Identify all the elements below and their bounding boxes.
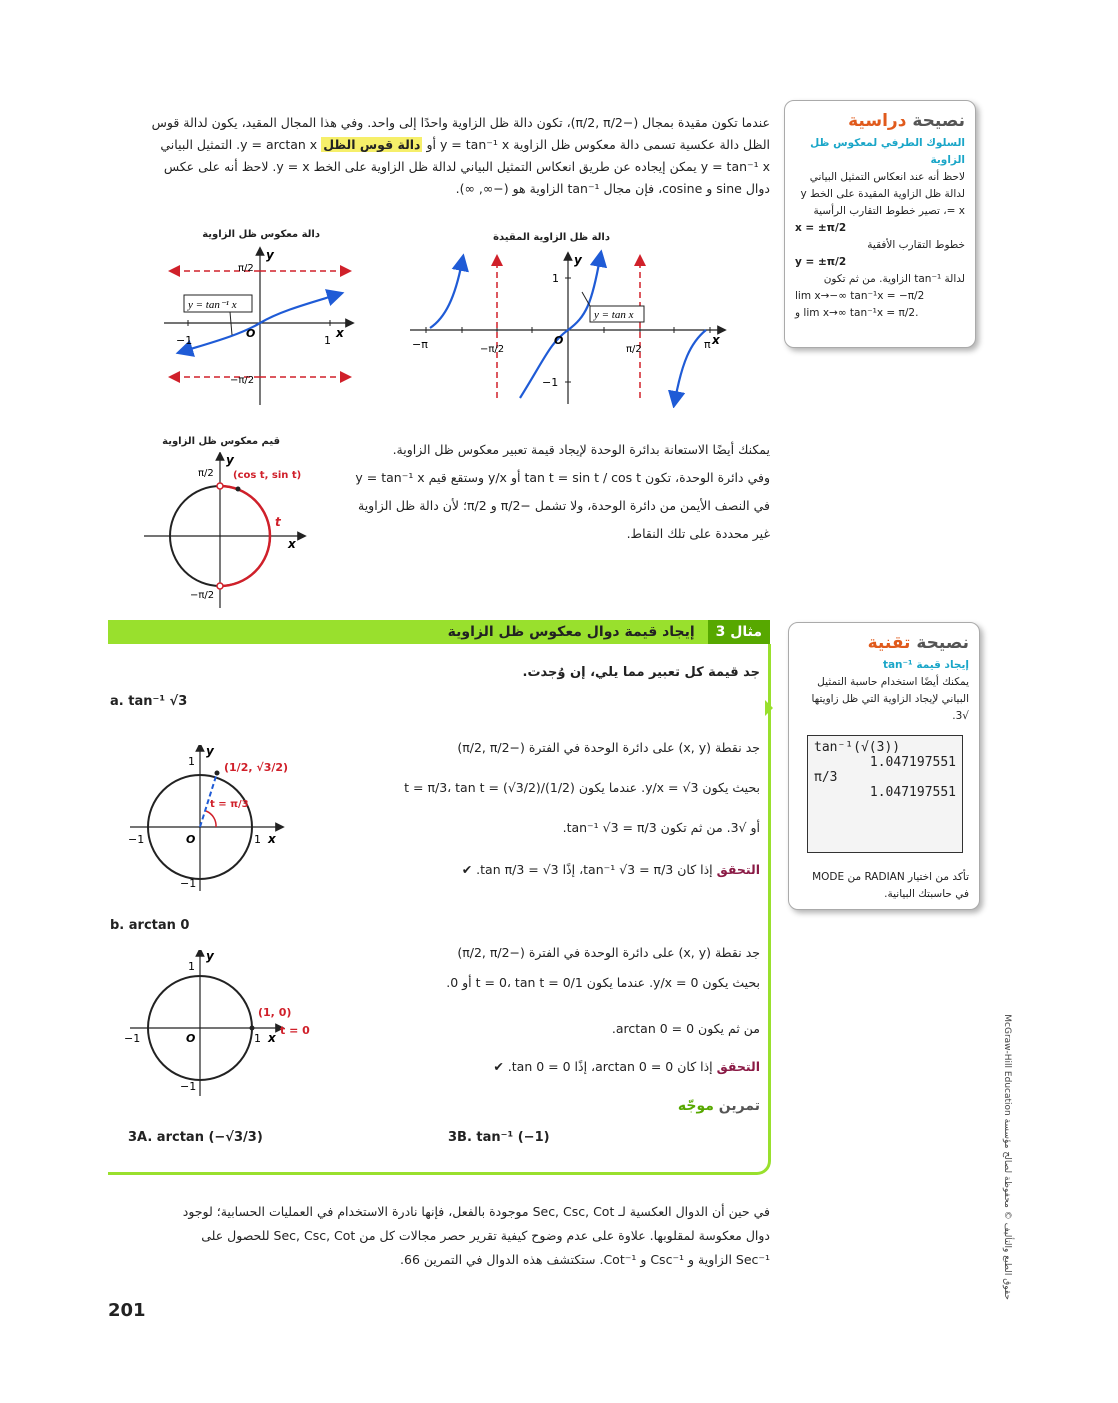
part-b-solution [400, 940, 760, 1080]
part-a-graph [120, 745, 300, 895]
part-a-check-word: التحقق [716, 862, 760, 877]
bottom-line-3: Sec⁻¹ الزاوية و Csc⁻¹ و Cot⁻¹. ستكتشف هذه الدوال في التمرين 66. [400, 1252, 770, 1267]
tan-tick-neg-one: −1 [542, 376, 559, 389]
part-a-solution [400, 735, 760, 883]
page-number: 201 [108, 1300, 146, 1321]
side-copyright: حقوق الطبع والتأليف © محفوظة لصالح مؤسسة McGraw-Hill Education [1002, 1014, 1012, 1300]
bottom-paragraph [108, 1200, 770, 1272]
tech-tip-footer: تأكد من اختيار RADIAN من MODE في حاسبتك البيانية. [812, 871, 969, 900]
part-b-tick-top: 1 [188, 960, 195, 973]
part-b-t-label: t = 0 [280, 1024, 310, 1037]
intro-line-2 [108, 134, 770, 156]
part-a-y-label: y [206, 745, 214, 758]
study-tip-eq-1: x = ±π/2 [795, 222, 847, 234]
part-a-tick-bottom: −1 [180, 877, 197, 890]
study-tip-box [784, 100, 976, 348]
tan-y-label: y [574, 253, 582, 267]
part-a-tick-left: −1 [128, 833, 145, 846]
part-b-tick-right: 1 [254, 1032, 261, 1045]
part-a-x-label: x [268, 832, 276, 846]
part-b-x-label: x [268, 1031, 276, 1045]
tan-origin: O [554, 334, 564, 347]
part-b-tick-bottom: −1 [180, 1080, 197, 1093]
circle-tick-half-pi: π/2 [198, 468, 214, 479]
arctan-y-label: y [266, 248, 274, 262]
intro-paragraph [108, 112, 770, 200]
example-number: مثال 3 [708, 620, 770, 644]
exercise-3b: 3B. tan⁻¹ (−1) [448, 1130, 550, 1145]
part-b-step-3: من ثم يكون arctan 0 = 0. [611, 1021, 760, 1036]
intro-line-2-b: y = arctan x. التمثيل البياني [160, 137, 318, 152]
unit-circle-paragraph [350, 436, 770, 548]
part-a-step-3: أو √3. من ثم تكون tan⁻¹ √3 = π/3. [562, 820, 760, 835]
study-tip-lim-1: lim x→−∞ tan⁻¹x = −π/2 [795, 290, 925, 302]
study-tip-eq-2: y = ±π/2 [795, 256, 847, 268]
part-a-angle-arc [206, 811, 216, 827]
tan-graph-title: دالة ظل الزاوية المقيدة [493, 232, 610, 243]
study-tip-body-2: خطوط التقارب الأفقية [867, 239, 965, 251]
circle-graph [140, 452, 310, 612]
tan-tick-neg-half-pi: −π/2 [480, 344, 505, 355]
part-b-graph [120, 950, 320, 1100]
exercise-3a: 3A. arctan (−√3/3) [128, 1130, 263, 1145]
bottom-line-2: دوال معكوسة لمقلوبها. علاوة على عدم وضوح كيفية تقرير حصر مجالات كل من Sec, Csc, Cot للحصول على [201, 1228, 770, 1243]
calc-line-4: 1.047197551 [869, 785, 956, 800]
intro-line-2-a: الظل دالة عكسية تسمى دالة معكوس ظل الزاوية y = tan⁻¹ x أو [426, 137, 770, 152]
calc-line-1: tan⁻¹(√(3)) [814, 740, 901, 755]
circle-x-label: x [288, 537, 296, 551]
cos-sin-point [236, 487, 241, 492]
calc-line-3: π/3 [814, 770, 838, 785]
arctan-tick-half-pi: π/2 [238, 263, 254, 274]
arctan-tick-neg-half-pi: −π/2 [230, 375, 255, 386]
unit-circle-line-4: غير محددة على تلك النقاط. [626, 526, 770, 541]
circle-y-label: y [226, 453, 234, 467]
part-b-check [400, 1054, 760, 1080]
bottom-line-1: في حين أن الدوال العكسية لـ Sec, Csc, Cot موجودة بالفعل، فإنها نادرة الاستخدام في العمليات الحسابية؛ لوجود [182, 1204, 770, 1219]
example-header [108, 620, 770, 644]
open-point-top [217, 483, 223, 489]
open-point-bottom [217, 583, 223, 589]
tan-tick-pi: π [704, 338, 711, 351]
tan-curve-left [430, 262, 462, 328]
part-a-t-label: t = π/3 [210, 799, 249, 810]
part-a-step-1: جد نقطة (x, y) على دائرة الوحدة في الفترة (−π/2, π/2) [457, 740, 760, 755]
guided-practice-heading [560, 1098, 760, 1114]
arctan-graph-title: دالة معكوس ظل الزاوية [202, 229, 320, 240]
tan-x-label: x [712, 333, 720, 347]
tech-tip-subtitle: إيجاد قيمة tan⁻¹ [882, 659, 969, 671]
part-a-step-2: بحيث يكون y/x = √3. عندما يكون t = π/3، tan t = (√3/2)/(1/2) [404, 780, 760, 795]
tech-tip-body: يمكنك أيضًا استخدام حاسبة التمثيل البياني لإيجاد الزاوية التي ظل زاويتها √3. [811, 676, 969, 722]
guided-practice-word-a: تمرين [718, 1098, 760, 1114]
part-a-tick-top: 1 [188, 755, 195, 768]
study-tip-title-a: نصيحة [912, 111, 965, 131]
tan-tick-one: 1 [552, 272, 559, 285]
part-b-point-label: (1, 0) [258, 1006, 292, 1019]
study-tip-title-b: دراسية [848, 111, 907, 131]
part-b-step-2: بحيث يكون y/x = 0. عندما يكون t = 0، tan t = 0/1 أو 0. [446, 975, 760, 990]
arctan-curve-label: y = tan⁻¹ x [188, 299, 237, 311]
tech-tip-title-b: تقنية [867, 633, 911, 653]
example-title: إيجاد قيمة دوال معكوس ظل الزاوية [447, 624, 695, 640]
study-tip-lim-2: و lim x→∞ tan⁻¹x = π/2. [795, 307, 919, 319]
calc-line-2: 1.047197551 [869, 755, 956, 770]
part-a-check [400, 857, 760, 883]
part-b-y-label: y [206, 950, 214, 963]
arctan-tick-neg-one: −1 [176, 334, 193, 347]
part-b-label: b. arctan 0 [110, 918, 190, 933]
circle-t-label: t [275, 515, 281, 529]
guided-practice-word-b: موجّه [677, 1098, 714, 1114]
tan-curve-right [675, 330, 706, 400]
study-tip-body-3: لدالة tan⁻¹ الزاوية. من ثم تكون [823, 273, 965, 285]
study-tip-body-1: لاحظ أنه عند انعكاس التمثيل البياني لدالة ظل الزاوية المقيدة على الخط y = x، تصير خطوط التقارب الرأسية [800, 171, 965, 217]
arctan-graph [160, 245, 360, 410]
arctan-highlight: دالة قوس الظل [323, 137, 421, 152]
circle-point-label: (cos t, sin t) [233, 470, 302, 481]
part-a-point-label: (1/2, √3/2) [224, 761, 289, 774]
arctan-origin: O [246, 327, 256, 340]
unit-circle-line-2: وفي دائرة الوحدة، تكون tan t = sin t / cos t أو y/x وستقع قيم y = tan⁻¹ x [355, 470, 770, 485]
tan-tick-half-pi: π/2 [626, 344, 642, 355]
part-b-origin: O [186, 1032, 196, 1045]
part-a-tick-right: 1 [254, 833, 261, 846]
circle-graph-title: قيم معكوس ظل الزاوية [162, 436, 280, 447]
calculator-screen [807, 735, 963, 853]
part-a-check-text: إذا كان tan⁻¹ √3 = π/3، إذًا tan π/3 = √3. ✔ [461, 862, 713, 877]
intro-line-1: عندما تكون مقيدة بمجال (−π/2, π/2)، تكون دالة ظل الزاوية واحدًا إلى واحد. وفي هذا المجال المقيد، يكون لدالة قوس [151, 115, 770, 130]
circle-tick-neg-half-pi: −π/2 [190, 590, 215, 601]
intro-line-3: y = tan⁻¹ x يمكن إيجاده عن طريق انعكاس التمثيل البياني لدالة ظل الزاوية على الخط y = x. لاحظ أنه على عكس [163, 159, 770, 174]
tech-tip-title [799, 633, 969, 653]
part-b-tick-left: −1 [124, 1032, 141, 1045]
arctan-tick-one: 1 [324, 334, 331, 347]
tech-tip-title-a: نصيحة [916, 633, 969, 653]
part-b-step-1: جد نقطة (x, y) على دائرة الوحدة في الفترة (−π/2, π/2) [457, 945, 760, 960]
tan-graph [400, 248, 730, 408]
part-b-point [250, 1026, 255, 1031]
study-tip-title [795, 111, 965, 131]
study-tip-subtitle: السلوك الطرفي لمعكوس ظل الزاوية [810, 137, 965, 166]
part-b-check-word: التحقق [716, 1059, 760, 1074]
part-a-point [215, 771, 220, 776]
tan-tick-neg-pi: −π [412, 338, 428, 351]
intro-line-4: دوال sine و cosine، فإن مجال tan⁻¹ الزاوية هو (−∞, ∞). [455, 181, 770, 196]
part-a-origin: O [186, 833, 196, 846]
part-a-label: a. tan⁻¹ √3 [110, 694, 188, 709]
arctan-x-label: x [336, 326, 344, 340]
part-b-check-text: إذا كان arctan 0 = 0، إذًا tan 0 = 0. ✔ [493, 1059, 713, 1074]
unit-circle-line-3: في النصف الأيمن من دائرة الوحدة، ولا تشمل −π/2 و π/2؛ لأن دالة ظل الزاوية [358, 498, 770, 513]
example-border-arrow [765, 700, 773, 716]
unit-circle-line-1: يمكنك أيضًا الاستعانة بدائرة الوحدة لإيجاد قيمة تعبير معكوس ظل الزاوية. [392, 442, 770, 457]
arctan-curve-right [260, 295, 336, 323]
tech-tip-box [788, 622, 980, 910]
tan-curve-label: y = tan x [594, 309, 634, 321]
example-instruction: جد قيمة كل تعبير مما يلي، إن وُجدت. [522, 665, 760, 680]
